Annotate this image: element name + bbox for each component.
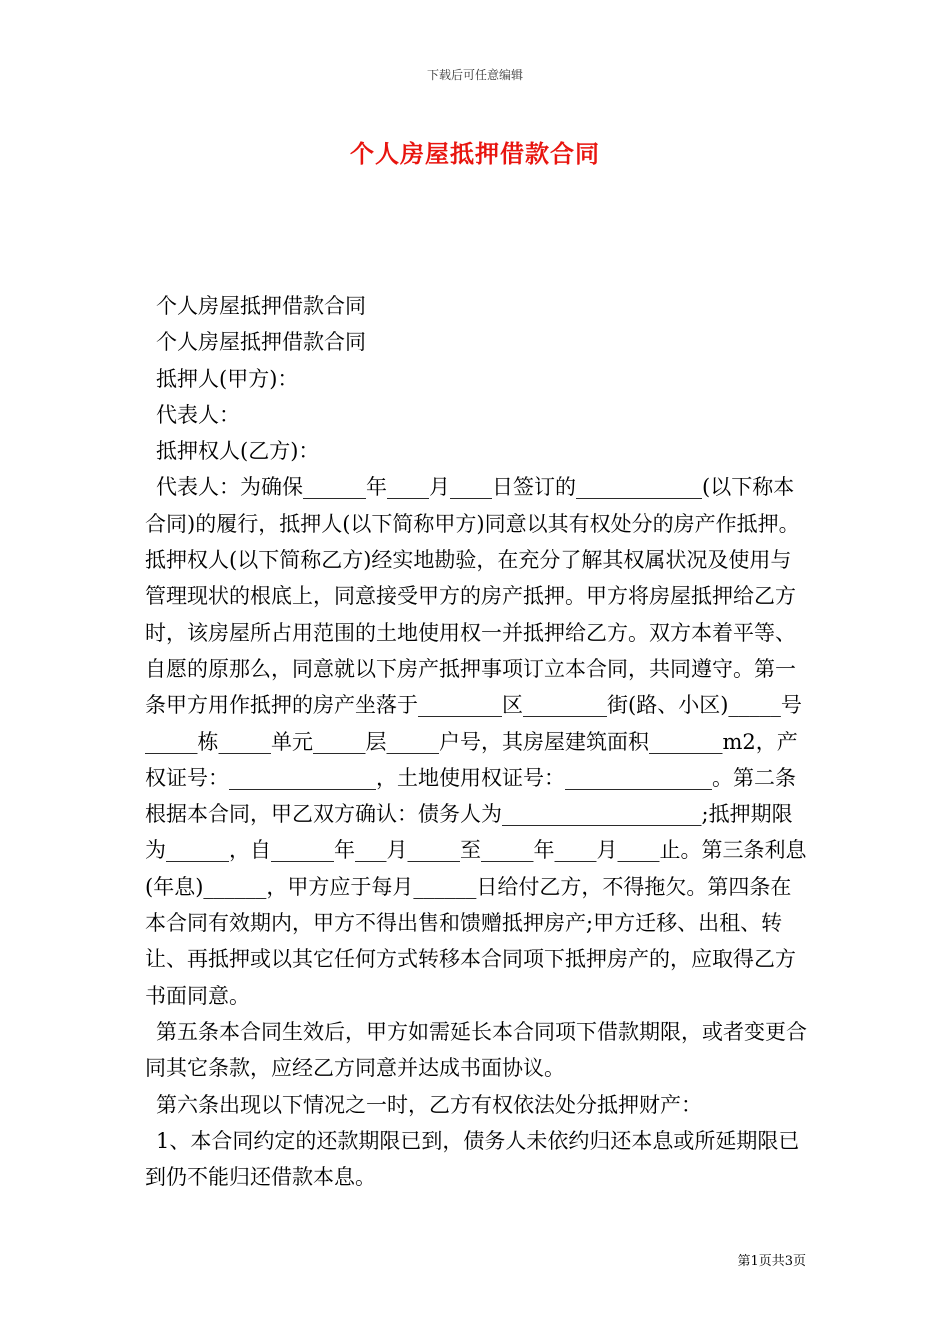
page-number: 第1页共3页 bbox=[737, 1254, 806, 1269]
paragraph-main-clauses: 代表人：为确保______年____月____日签订的____________(以下称本合同)的履行，抵押人(以下简称甲方)同意以其有权处分的房产作抵押。抵押权人(以下简称乙方)经实地勘验，在充分了解其权属状况及使用与管理现状的根底上，同意接受甲方的房产抵押。甲方将房屋抵押给乙方时，该房屋所占用范围的土地使用权一并抵押给乙方。双方本着平等、自愿的原那么，同意就以下房产抵押事项订立本合同，共同遵守。第一条甲方用作抵押的房产坐落于________区________街(路、小区)_____号_____栋_____单元_____层_____户号，其房屋建筑面积_______m2，产权证号：______________，土地使用权证号：______________。第二条根据本合同，甲乙双方确认：债务人为___________________;抵押期限为______，自______年___月_____至_____年____月____止。第三条利息(年息)______，甲方应于每月______日给付乙方，不得拖欠。第四条在本合同有效期内，甲方不得出售和馈赠抵押房产;甲方迁移、出租、转让、再抵押或以其它任何方式转移本合同项下抵押房产的，应取得乙方书面同意。 bbox=[145, 475, 807, 1008]
document-body bbox=[145, 288, 810, 1195]
header-note: 下载后可任意编辑 bbox=[426, 68, 523, 82]
paragraph-heading-2: 个人房屋抵押借款合同 bbox=[156, 330, 366, 355]
paragraph-article-6: 第六条出现以下情况之一时，乙方有权依法处分抵押财产： bbox=[156, 1092, 702, 1117]
document-title: 个人房屋抵押借款合同 bbox=[350, 139, 600, 168]
paragraph-mortgagor: 抵押人(甲方)： bbox=[156, 366, 299, 391]
paragraph-mortgagee: 抵押权人(乙方)： bbox=[156, 439, 320, 464]
paragraph-heading-1: 个人房屋抵押借款合同 bbox=[156, 294, 366, 318]
paragraph-article-5: 第五条本合同生效后，甲方如需延长本合同项下借款期限，或者变更合同其它条款，应经乙方同意并达成书面协议。 bbox=[145, 1019, 807, 1081]
paragraph-article-6-item-1: 1、本合同约定的还款期限已到，债务人未依约归还本息或所延期限已到仍不能归还借款本息。 bbox=[145, 1128, 800, 1190]
paragraph-representative-1: 代表人： bbox=[156, 402, 240, 427]
